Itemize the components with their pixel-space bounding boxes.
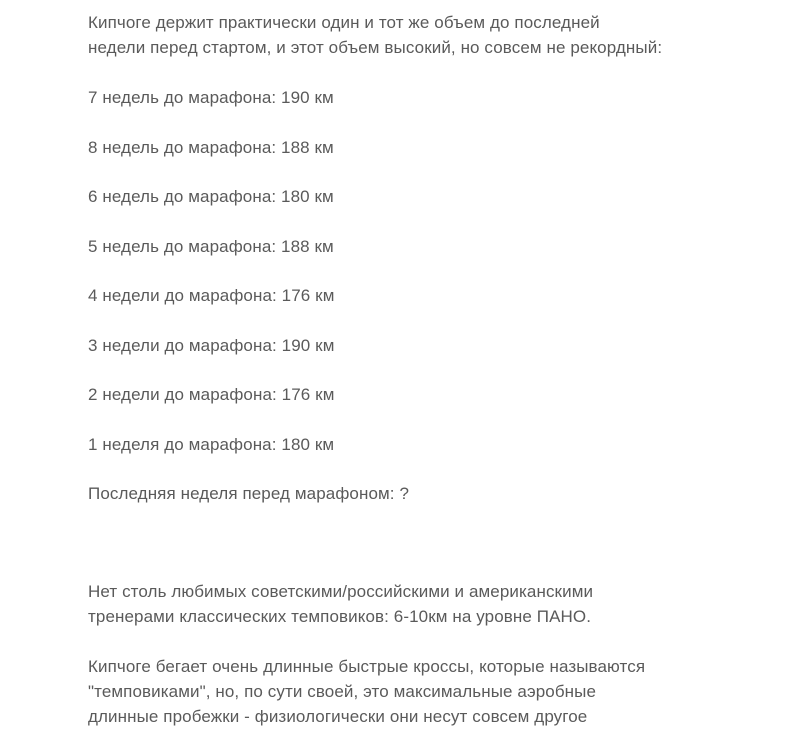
- week-item-7: 7 недель до марафона: 190 км: [88, 88, 334, 107]
- weekly-volume-list: [88, 85, 788, 506]
- week-item-5: 5 недель до марафона: 188 км: [88, 236, 334, 256]
- tempo-line-1: Нет столь любимых советскими/российскими и американскими: [88, 582, 594, 601]
- intro-line-1: Кипчоге держит практически один и тот же объем до последней: [88, 13, 600, 32]
- cross-line-1: Кипчоге бегает очень длинные быстрые кроссы, которые называются: [88, 657, 646, 676]
- week-item-3: 3 недели до марафона: 190 км: [88, 335, 335, 355]
- week-item-4: 4 недели до марафона: 176 км: [88, 286, 335, 305]
- week-item-6: 6 недель до марафона: 180 км: [88, 187, 334, 206]
- week-item-final: Последняя неделя перед марафоном: ?: [88, 484, 410, 503]
- intro-paragraph: [88, 10, 788, 60]
- cross-line-2: "темповиками", но, по сути своей, это максимальные аэробные: [88, 682, 597, 701]
- article-body: [88, 10, 788, 729]
- intro-line-2: недели перед стартом, и этот объем высокий, но совсем не рекордный:: [88, 38, 663, 57]
- week-item-1: 1 неделя до марафона: 180 км: [88, 434, 335, 454]
- paragraph-spacer: [88, 506, 788, 579]
- cross-paragraph: [88, 654, 788, 729]
- cross-line-3: длинные пробежки - физиологически они несут совсем другое: [88, 707, 588, 726]
- week-item-2: 2 недели до марафона: 176 км: [88, 385, 335, 404]
- week-item-8: 8 недель до марафона: 188 км: [88, 137, 334, 157]
- tempo-line-2: тренерами классических темповиков: 6-10км на уровне ПАНО.: [88, 607, 592, 626]
- tempo-paragraph: [88, 579, 788, 629]
